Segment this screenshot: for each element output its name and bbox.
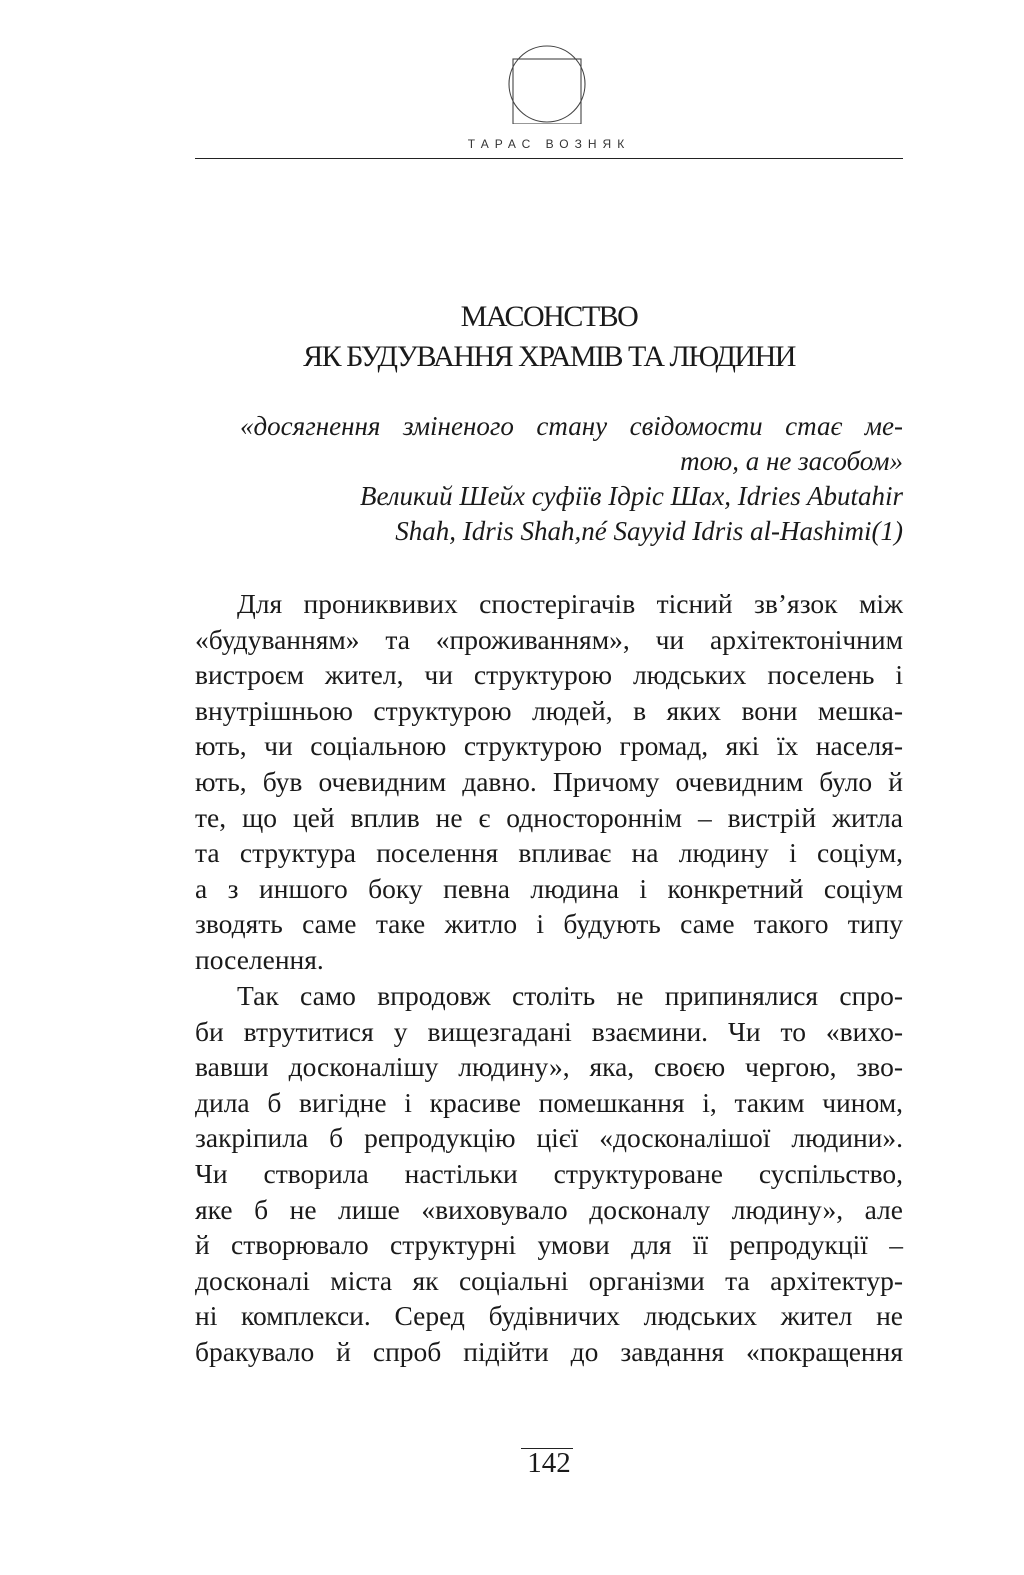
epigraph-line: тою, а не засобом» — [680, 446, 903, 476]
chapter-title-line-2: ЯК БУДУВАННЯ ХРАМІВ ТА ЛЮДИНИ — [303, 340, 795, 373]
text-line: би втрутитися у вищезгадані взаємини. Чи то «вихо- — [195, 1015, 903, 1047]
text-line: досконалі міста як соціальні організми та архітектур- — [195, 1264, 903, 1296]
text-line: те, що цей вплив не є одностороннім – вистрій житла — [195, 801, 903, 833]
text-line: внутрішньою структурою людей, в яких вони мешка- — [195, 694, 903, 726]
epigraph-attribution-line: Shah, Idris Shah,né Sayyid Idris al-Hashimi(1) — [395, 516, 903, 546]
text-line: ють, був очевидним давно. Причому очевидним було й — [195, 765, 903, 797]
text-line: бракувало й спроб підійти до завдання «покращення — [195, 1335, 903, 1367]
text-line: Для прониквивих спостерігачів тісний зв’язок між — [237, 588, 903, 619]
epigraph-line: «досягнення зміненого стану свідомости стає ме- — [240, 411, 903, 441]
text-line: ють, чи соціальною структурою громад, які їх населя- — [195, 730, 903, 762]
text-line: й створювало структурні умови для її репродукції – — [195, 1229, 903, 1261]
chapter-title-line-1: МАСОНСТВО — [460, 300, 638, 333]
text-line: поселення. — [195, 943, 324, 975]
epigraph — [240, 409, 903, 549]
text-line: «будуванням» та «проживанням», чи архітектонічним — [195, 623, 903, 655]
paragraph-2 — [195, 978, 903, 1370]
text-line: вистроєм жител, чи структурою людських поселень і — [195, 659, 903, 691]
text-line: та структура поселення впливає на людину і соціум, — [195, 837, 903, 869]
text-line: дила б вигідне і красиве помешкання і, таким чином, — [195, 1086, 903, 1118]
text-line: закріпила б репродукцію цієї «досконалішої людини». — [195, 1122, 903, 1154]
text-line: яке б не лише «виховувало досконалу людину», але — [195, 1193, 903, 1225]
text-line: Чи створила настільки структуроване суспільство, — [195, 1157, 903, 1189]
page-number: 142 — [527, 1447, 571, 1479]
text-line: вавши досконалішу людину», яка, своєю чергою, зво- — [195, 1051, 903, 1083]
text-line: ні комплекси. Серед будівничих людських жител не — [195, 1300, 903, 1332]
header-rule — [195, 158, 903, 159]
text-line: Так само впродовж століть не припинялися спро- — [237, 980, 903, 1011]
paragraph-1 — [195, 586, 903, 978]
circle-square-emblem-icon — [507, 44, 587, 124]
running-head: ТАРАС ВОЗНЯК — [467, 137, 631, 151]
text-line: зводять саме таке житло і будують саме такого типу — [195, 908, 903, 940]
text-line: а з иншого боку певна людина і конкретний соціум — [195, 872, 903, 904]
epigraph-attribution-line: Великий Шейх суфіїв Ідріс Шах, Idries Abutahir — [359, 481, 903, 511]
